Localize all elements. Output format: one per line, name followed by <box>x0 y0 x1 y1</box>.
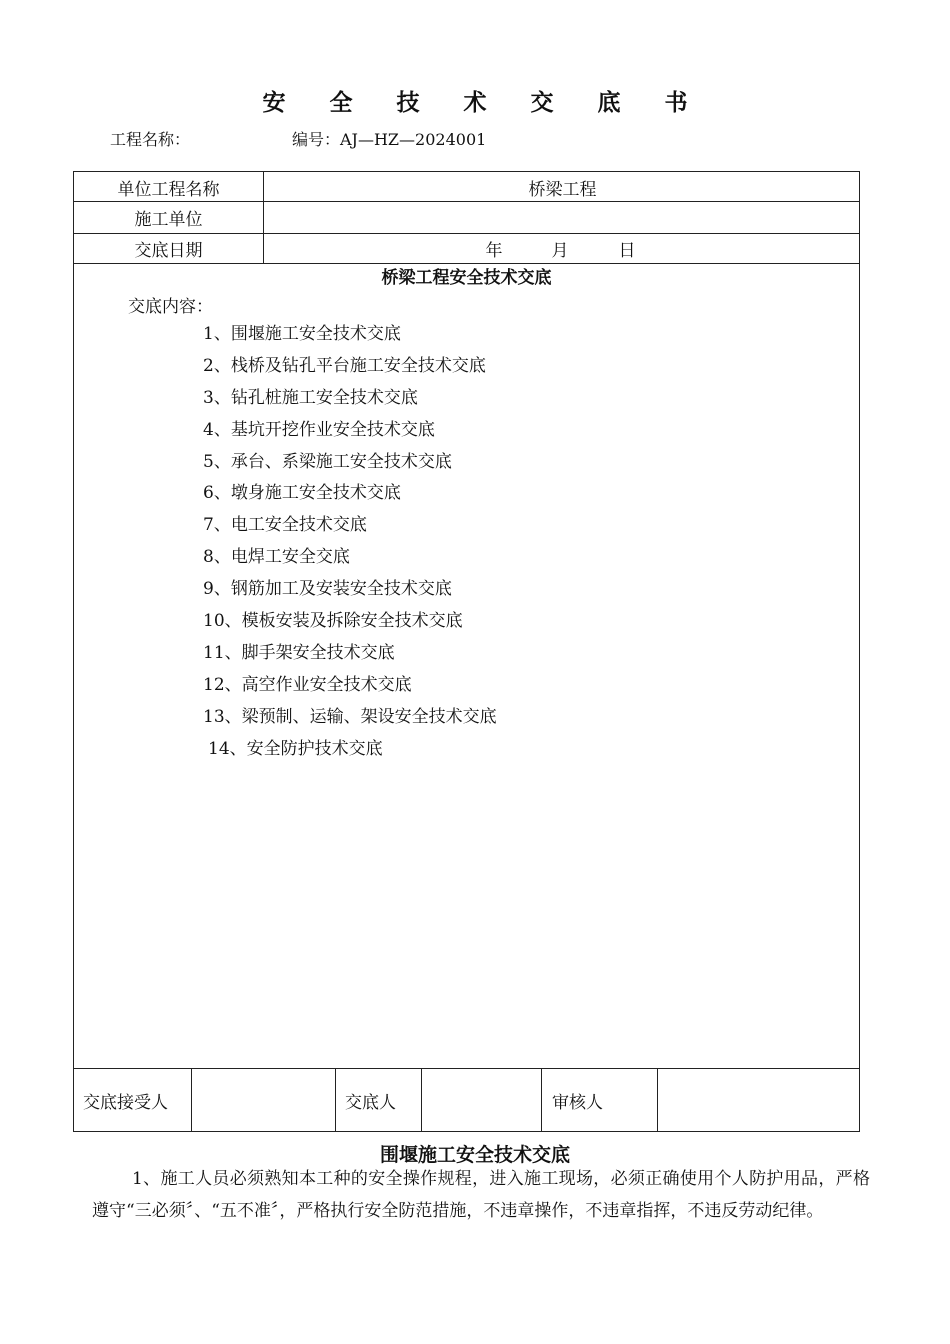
discloser-signature-field[interactable] <box>422 1069 541 1132</box>
date-day: 日 <box>618 241 636 261</box>
disclosure-item-list <box>203 322 497 768</box>
receiver-label: 交底接受人 <box>83 1093 168 1113</box>
list-item: 7、电工安全技术交底 <box>203 515 367 536</box>
list-item: 2、栈桥及钻孔平台施工安全技术交底 <box>203 355 486 376</box>
list-item: 3、钻孔桩施工安全技术交底 <box>203 387 418 408</box>
list-item: 8、电焊工安全交底 <box>203 547 350 568</box>
date-label: 交底日期 <box>134 241 203 261</box>
unit-project-value[interactable]: 桥梁工程 <box>528 179 597 200</box>
list-item: 10、模板安装及拆除安全技术交底 <box>203 611 463 632</box>
construction-unit-value[interactable] <box>264 202 861 233</box>
list-item: 6、墩身施工安全技术交底 <box>203 483 401 504</box>
list-item: 1、围堰施工安全技术交底 <box>203 324 401 344</box>
content-label: 交底内容： <box>128 297 213 317</box>
discloser-label: 交底人 <box>345 1093 396 1113</box>
list-item: 9、钢筋加工及安装安全技术交底 <box>203 579 452 600</box>
section-paragraph: 1、施工人员必须熟知本工种的安全操作规程，进入施工现场，必须正确使用个人防护用品，严格遵守“三必须〞、“五不准〞，严格执行安全防范措施，不违章操作，不违章指挥，不违反劳动纪律。 <box>92 1169 870 1221</box>
receiver-signature-field[interactable] <box>192 1069 335 1132</box>
unit-project-label: 单位工程名称 <box>117 179 220 200</box>
list-item: 11、脚手架安全技术交底 <box>203 642 395 663</box>
document-code: 编号：AJ—HZ—2024001 <box>292 130 487 149</box>
date-month: 月 <box>551 241 569 261</box>
list-item: 4、基坑开挖作业安全技术交底 <box>203 419 435 440</box>
construction-unit-label: 施工单位 <box>134 210 203 230</box>
column-divider <box>335 1068 336 1132</box>
project-name-label: 工程名称： <box>110 130 191 149</box>
list-item: 12、高空作业安全技术交底 <box>203 674 412 695</box>
date-year: 年 <box>485 241 503 261</box>
section-title: 围堰施工安全技术交底 <box>379 1144 570 1166</box>
column-divider <box>541 1068 542 1132</box>
document-title: 安 全 技 术 交 底 书 <box>262 90 706 116</box>
reviewer-label: 审核人 <box>552 1093 603 1113</box>
list-item: 5、承台、系梁施工安全技术交底 <box>203 451 452 472</box>
disclosure-form <box>73 171 860 1132</box>
list-item: 14、安全防护技术交底 <box>208 738 383 759</box>
content-title: 桥梁工程安全技术交底 <box>381 268 552 288</box>
list-item: 13、梁预制、运输、架设安全技术交底 <box>203 706 497 727</box>
reviewer-signature-field[interactable] <box>658 1069 860 1132</box>
